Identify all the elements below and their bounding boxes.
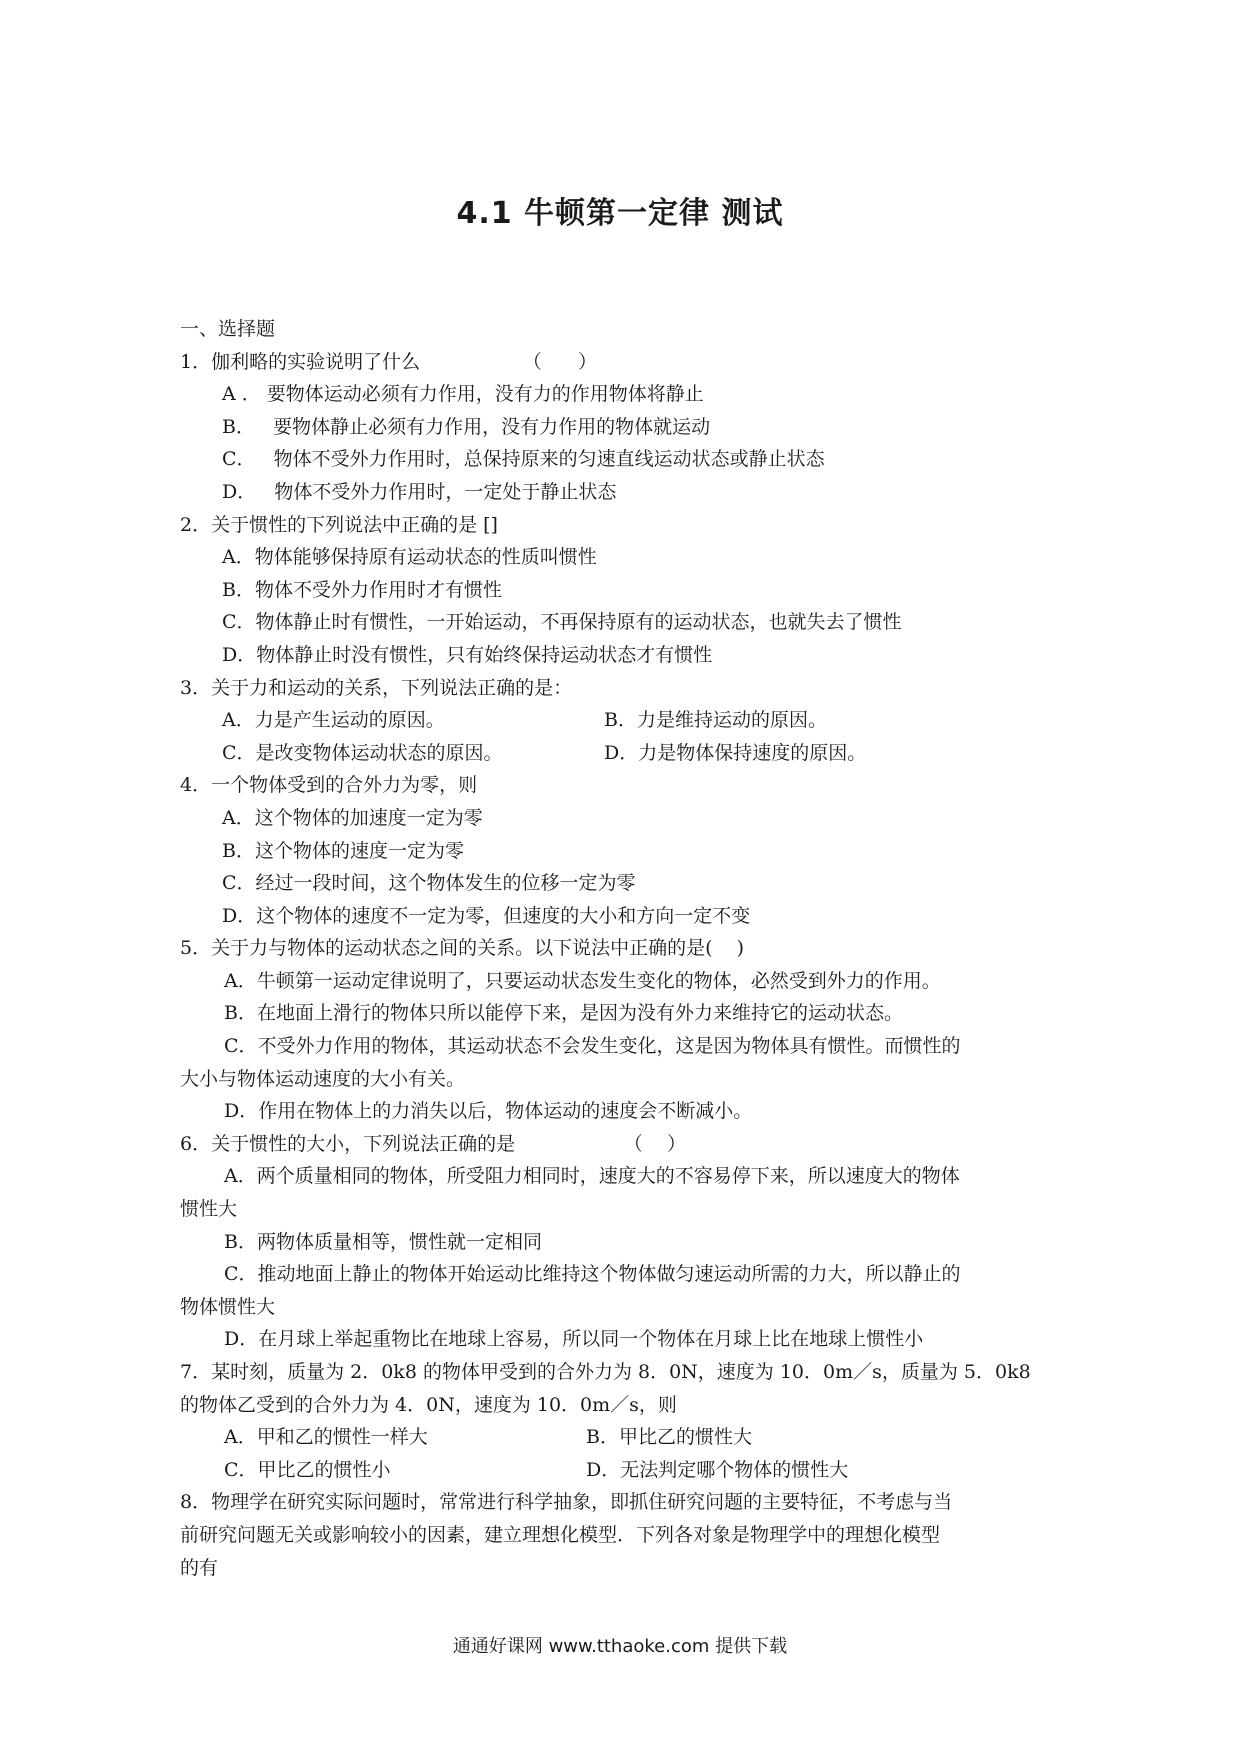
q6-option-a-continued: 惯性大 (180, 1198, 238, 1221)
q5-option-b: B．在地面上滑行的物体只所以能停下来，是因为没有外力来维持它的运动状态。 (224, 1002, 903, 1025)
question-list (180, 313, 1080, 1584)
q6-stem: 6．关于惯性的大小，下列说法正确的是 （ ） (180, 1132, 686, 1155)
q5-stem: 5．关于力与物体的运动状态之间的关系。以下说法中正确的是( ) (180, 937, 745, 960)
q2-option-a: A．物体能够保持原有运动状态的性质叫惯性 (222, 546, 597, 569)
q7-option-d: D．无法判定哪个物体的惯性大 (586, 1458, 849, 1481)
q5-option-d: D．作用在物体上的力消失以后，物体运动的速度会不断减小。 (224, 1100, 753, 1123)
q4-stem: 4．一个物体受到的合外力为零，则 (180, 774, 478, 797)
q3-option-b: B．力是维持运动的原因。 (604, 709, 827, 732)
q1-option-c: C． 物体不受外力作用时，总保持原来的匀速直线运动状态或静止状态 (222, 448, 825, 471)
q4-option-c: C．经过一段时间，这个物体发生的位移一定为零 (222, 872, 636, 895)
q5-option-a: A．牛顿第一运动定律说明了，只要运动状态发生变化的物体，必然受到外力的作用。 (224, 969, 941, 992)
q6-option-b: B．两物体质量相等，惯性就一定相同 (224, 1230, 542, 1253)
q8-stem-continued: 前研究问题无关或影响较小的因素，建立理想化模型．下列各对象是物理学中的理想化模型 (180, 1523, 941, 1546)
q7-options-row2 (180, 1454, 1080, 1487)
q3-option-c: C．是改变物体运动状态的原因。 (222, 741, 503, 764)
q1-stem: 1．伽利略的实验说明了什么 （ ） (180, 350, 597, 373)
q7-options-row1 (180, 1421, 1080, 1454)
q6-option-d: D．在月球上举起重物比在地球上容易，所以同一个物体在月球上比在地球上惯性小 (224, 1328, 924, 1351)
page-title: 4.1 牛顿第一定律 测试 (456, 196, 784, 231)
q6-option-a: A．两个质量相同的物体，所受阻力相同时，速度大的不容易停下来，所以速度大的物体 (224, 1165, 960, 1188)
q4-option-d: D．这个物体的速度不一定为零，但速度的大小和方向一定不变 (222, 904, 751, 927)
q7-stem-continued: 的物体乙受到的合外力为 4．0N，速度为 10．0m／s，则 (180, 1393, 677, 1416)
q3-options-row2 (180, 737, 1080, 770)
q3-option-a: A．力是产生运动的原因。 (222, 709, 445, 732)
q2-stem: 2．关于惯性的下列说法中正确的是 [] (180, 513, 498, 536)
q5-option-c: C．不受外力作用的物体，其运动状态不会发生变化，这是因为物体具有惯性。而惯性的 (224, 1035, 961, 1058)
q7-option-c: C．甲比乙的惯性小 (224, 1458, 391, 1481)
q6-option-c-continued: 物体惯性大 (180, 1295, 276, 1318)
q3-options-row1 (180, 704, 1080, 737)
q5-option-c-continued: 大小与物体运动速度的大小有关。 (180, 1067, 466, 1090)
q8-stem: 8．物理学在研究实际问题时，常常进行科学抽象，即抓住研究问题的主要特征，不考虑与当 (180, 1491, 953, 1514)
section-heading: 一、选择题 (180, 318, 276, 340)
q3-option-d: D．力是物体保持速度的原因。 (604, 741, 867, 764)
q7-option-b: B．甲比乙的惯性大 (586, 1426, 752, 1449)
q8-stem-end: 的有 (180, 1556, 219, 1579)
q6-option-c: C．推动地面上静止的物体开始运动比维持这个物体做匀速运动所需的力大，所以静止的 (224, 1263, 961, 1286)
q2-option-c: C．物体静止时有惯性，一开始运动，不再保持原有的运动状态，也就失去了惯性 (222, 611, 902, 634)
q4-option-a: A．这个物体的加速度一定为零 (222, 806, 483, 829)
q4-option-b: B．这个物体的速度一定为零 (222, 839, 464, 862)
page-footer: 通通好课网 www.tthaoke.com 提供下载 (452, 1636, 788, 1657)
q3-stem: 3．关于力和运动的关系，下列说法正确的是： (180, 676, 573, 699)
q2-option-d: D．物体静止时没有惯性，只有始终保持运动状态才有惯性 (222, 643, 713, 666)
q1-option-a: A ． 要物体运动必须有力作用，没有力的作用物体将静止 (222, 383, 704, 406)
q2-option-b: B．物体不受外力作用时才有惯性 (222, 578, 502, 601)
q1-option-d: D． 物体不受外力作用时，一定处于静止状态 (222, 480, 617, 503)
q7-stem: 7．某时刻，质量为 2．0k8 的物体甲受到的合外力为 8．0N，速度为 10．0m／s，质量为 5．0k8 (180, 1361, 1031, 1383)
q7-option-a: A．甲和乙的惯性一样大 (224, 1426, 428, 1449)
q1-option-b: B． 要物体静止必须有力作用，没有力作用的物体就运动 (222, 415, 711, 438)
